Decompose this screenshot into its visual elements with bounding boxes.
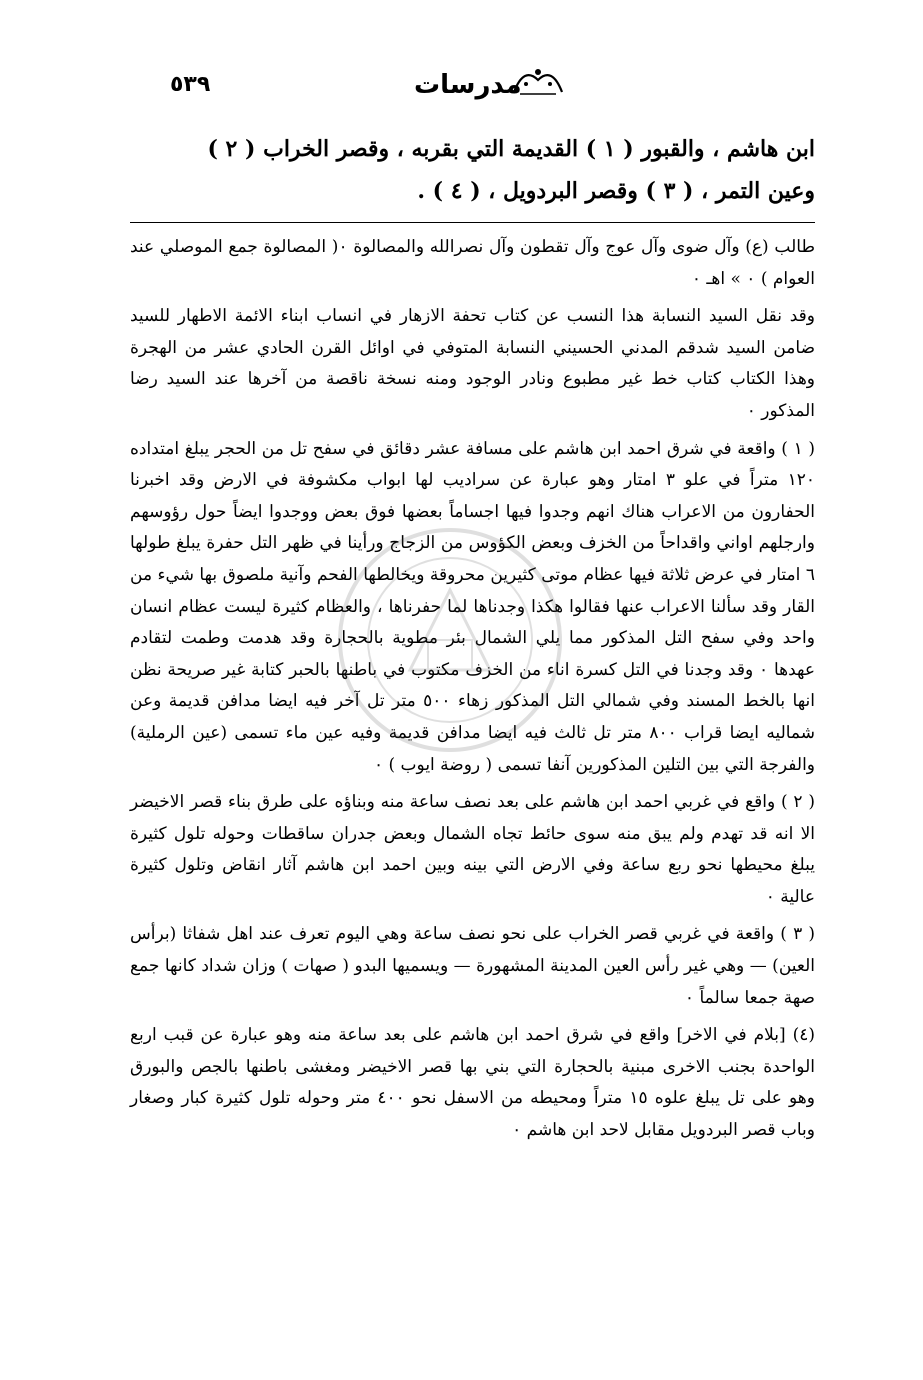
main-text-line: وعين التمر ، ( ٣ ) وقصر البردويل ، ( ٤ ) . [417,178,815,204]
footnote-4: (٤) [بلام في الاخر] واقع في شرق احمد ابن هاشم على بعد ساعة منه وهو عبارة عن قبب اربع الواحدة بجنب الاخرى مبنية بالحجارة التي بني بها قصر الاخيضر ومغشى باطنها بالجص والبورق وهو على تل يبلغ علوه ١٥ متراً ومحيطه من الاسفل نحو ٤٠٠ متر وحوله تلول كثيرة كبار وصغار وباب قصر البردويل مقابل لاحد ابن هاشم ٠ [130,1025,815,1141]
footnote-1: ( ١ ) واقعة في شرق احمد ابن هاشم على مسافة عشر دقائق في سفح تل من الحجر يبلغ امتداده ١٢٠ متراً في علو ٣ امتار وهو عبارة عن سراديب لها ابواب مكشوفة في الارض وقد اخبرنا الحفارون من الاعراب هناك انهم وجدوا فيها اجساماً بعضها فوق بعض ووجدوا ايضاً حول رؤوسهم وارجلهم اواني واقداحاً من الخزف وبعض الكؤوس من الزجاج ورأينا في ظهر التل حفرة يبلغ طولها ٦ امتار في عرض ثلاثة فيها عظام موتى كثيرين محروقة ويخالطها الفحم وآنية ملصوق بها شيء من القار وقد سألنا الاعراب عنها فقالوا هكذا وجدناها لما حفرناها ، والعظام كثيرة ليست عظام انسان واحد وفي سفح التل المذكور مما يلي الشمال بئر مطوية بالحجارة وقد هدمت وطمت لتقادم عهدها ٠ وقد وجدنا في التل كسرة اناء من الخزف مكتوب في باطنها بالحبر كتابة غير صريحة نظن انها بالخط المسند وفي شمالي التل المذكور زهاء ٥٠٠ متر تل آخر فيه ايضا مدافن قديمة وعن شماليه ايضا قراب ٨٠٠ متر تل ثالث فيه ايضا مدافن قديمة وفيه عين ماء تسمى (عين الرملية) والفرجة التي بين التلين المذكورين آنفا تسمى ( روضة ايوب ) ٠ [130,438,816,775]
page-header [130,62,810,106]
footnote-note: وقد نقل السيد النسابة هذا النسب عن كتاب تحفة الازهار في انساب ابناء الائمة الاطهار للسيد ضامن السيد شدقم المدني الحسيني النسابة المتوفي في اوائل القرن الحادي عشر من الهجرة وهذا الكتاب كتاب خط غير مطبوع ونادر الوجود ومنه نسخة ناقصة من آخرها عند السيد رضا المذكور ٠ [130,306,815,421]
footnotes [130,232,815,1153]
running-title: مدرسات [414,70,522,100]
footnote-separator [130,222,815,223]
main-text-line: ابن هاشم ، والقبور ( ١ ) القديمة التي بقربه ، وقصر الخراب ( ٢ ) [207,136,815,162]
footnote-2: ( ٢ ) واقع في غربي احمد ابن هاشم على بعد نصف ساعة منه وبناؤه على طرق بناء قصر الاخيضر الا انه قد تهدم ولم يبق منه سوى حائط تجاه الشمال وبعض جدران ساقطات وحوله تلول كثيرة يبلغ محيطها نحو ربع ساعة وفي الارض التي بينه وبين احمد ابن هاشم آثار انقاض وتلول كثيرة عالية ٠ [130,792,815,907]
page-number: ٥٣٩ [170,72,211,97]
main-text [130,128,815,212]
footnote-3: ( ٣ ) واقعة في غربي قصر الخراب على نحو نصف ساعة وهي اليوم تعرف عند اهل شفاثا (برأس العين) — وهي غير رأس العين المدينة المشهورة — ويسميها البدو ( صهات ) وزان شداد كانها جمع صهة جمعا سالماً ٠ [130,924,815,1008]
footnote-continuation: طالب (ع) وآل ضوى وآل عوج وآل تقطون وآل نصرالله والمصالوة ٠( المصالوة جمع الموصلي عند العوام ) ٠ » اهـ ٠ [130,237,815,289]
